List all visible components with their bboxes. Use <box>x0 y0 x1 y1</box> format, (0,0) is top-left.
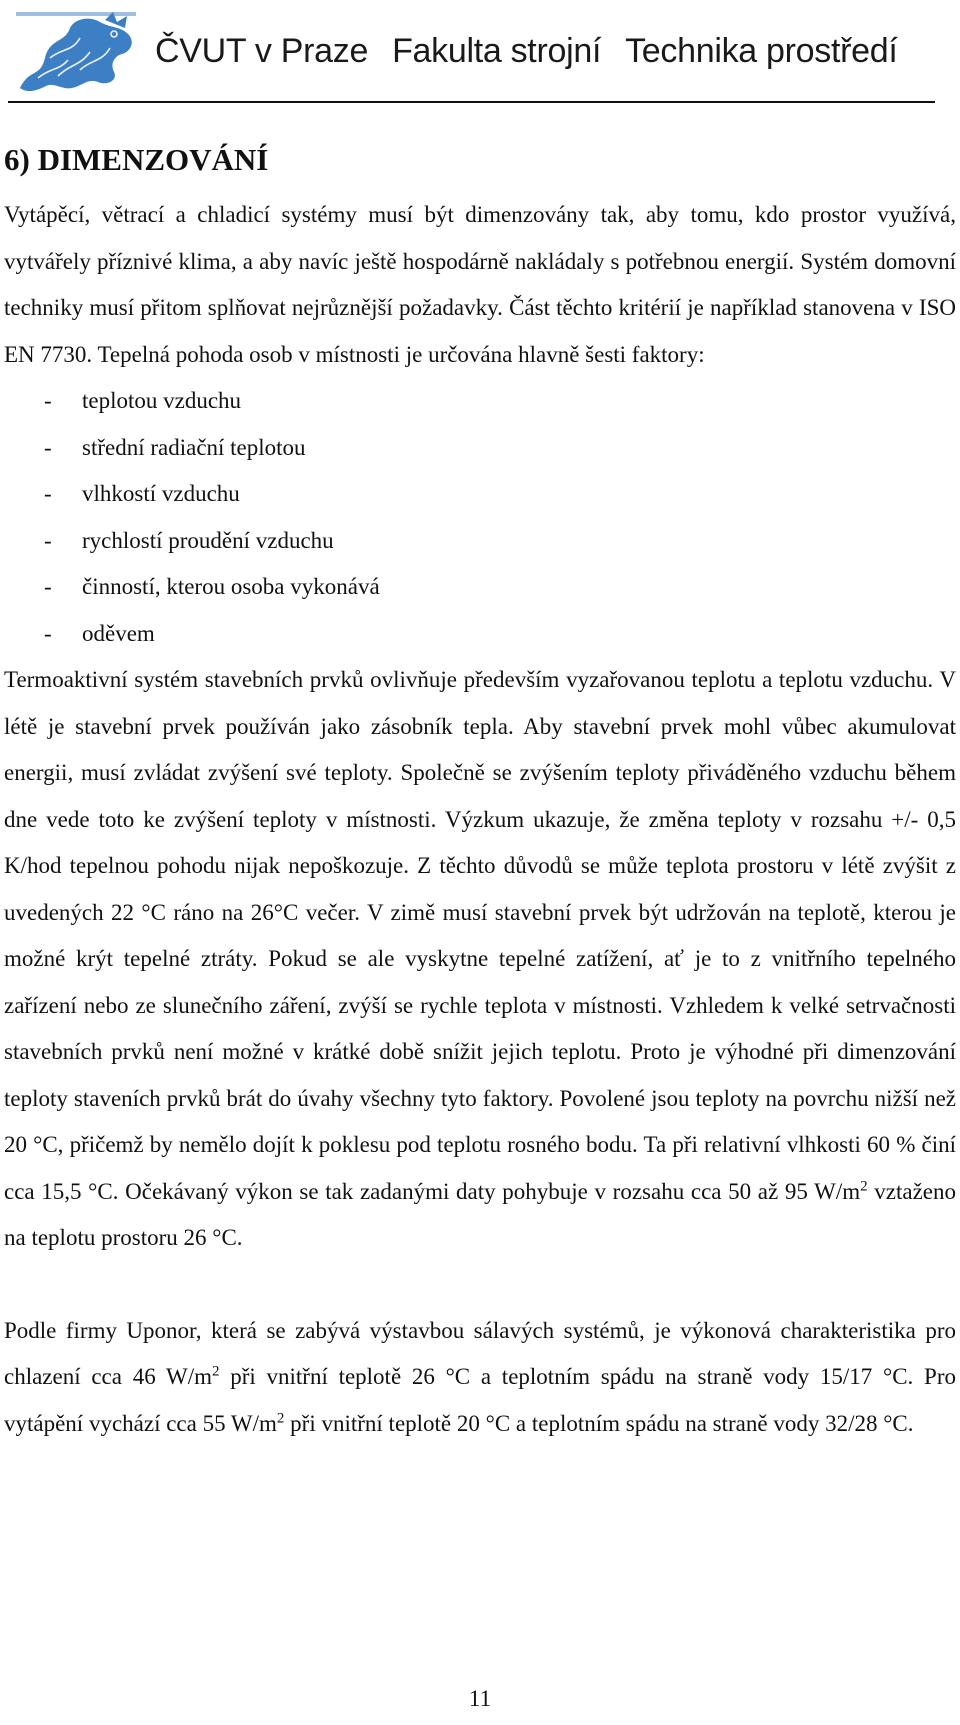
main-paragraph <box>4 657 956 1262</box>
section-title: 6) DIMENZOVÁNÍ <box>4 142 269 177</box>
factor-text: činností, kterou osoba vykonává <box>82 574 380 599</box>
document-body <box>4 140 956 1447</box>
uponor-paragraph <box>4 1308 956 1448</box>
superscript: 2 <box>212 1363 220 1380</box>
list-item <box>4 611 956 658</box>
list-dash: - <box>44 574 52 599</box>
factor-list <box>4 378 956 657</box>
list-item <box>4 564 956 611</box>
header-department: Technika prostředí <box>625 32 898 70</box>
main-text-end: vztaženo na teplotu prostoru 26 °C. <box>4 1178 956 1250</box>
superscript: 2 <box>860 1177 868 1194</box>
uponor-text-3: při vnitřní teplotě 20 °C a teplotním spádu na straně vody 32/28 °C. <box>284 1410 914 1436</box>
superscript: 2 <box>276 1409 285 1426</box>
intro-paragraph: Vytápěcí, větrací a chladicí systémy musí být dimenzovány tak, aby tomu, kdo prostor využívá, vytvářely příznivé klima, a aby navíc ještě hospodárně nakládaly s potřebnou energií. Systém domovní techniky musí přitom splňovat nejrůznější požadavky. Část těchto kritérií je například stanovena v ISO EN 7730. Tepelná pohoda osob v místnosti je určována hlavně šesti faktory: <box>4 202 956 367</box>
factor-text: vlhkostí vzduchu <box>82 481 240 506</box>
list-item <box>4 425 956 472</box>
page-header <box>0 0 960 106</box>
factor-text: střední radiační teplotou <box>82 434 306 460</box>
list-item <box>4 471 956 518</box>
uponor-text-1: Podle firmy Uponor, která se zabývá výstavbou sálavých systémů, je výkonová charakteristika pro chlazení cca 46 W/m <box>4 1317 956 1389</box>
list-item <box>4 378 956 425</box>
paragraph-gap <box>4 1262 956 1308</box>
header-university: ČVUT v Praze <box>155 32 369 70</box>
page-number: 11 <box>468 1686 492 1711</box>
list-dash: - <box>44 388 52 413</box>
uponor-text-2: při vnitřní teplotě 26 °C a teplotním spádu na straně vody 15/17 °C. Pro vytápění vychází cca 55 W/m <box>4 1364 956 1436</box>
list-dash: - <box>44 434 52 460</box>
factor-text: oděvem <box>82 620 155 646</box>
header-title <box>155 32 922 71</box>
factor-text: rychlostí proudění vzduchu <box>82 527 334 553</box>
list-dash: - <box>44 620 52 646</box>
main-text: Termoaktivní systém stavebních prvků ovlivňuje především vyzařovanou teplotu a teplotu vzduchu. V létě je stavební prvek používán jako zásobník tepla. Aby stavební prvek mohl vůbec akumulovat energii, musí zvládat zvýšení své teploty. Společně se zvýšením teploty přiváděného vzduchu během dne vede toto ke zvýšení teploty v místnosti. Výzkum ukazuje, že změna teploty v rozsahu +/- 0,5 K/hod tepelnou pohodu nijak nepoškozuje. Z těchto důvodů se může teplota prostoru v létě zvýšit z uvedených 22 °C ráno na 26°C večer. V zimě musí stavební prvek být udržován na teplotě, kterou je možné krýt tepelné ztráty. Pokud se ale vyskytne tepelné zatížení, ať je to z vnitřního tepelného zařízení nebo ze slunečního záření, zvýší se rychle teplota v místnosti. Vzhledem k velké setrvačnosti stavebních prvků není možné v krátké době snížit jejich teplotu. Proto je výhodné při dimenzování teploty staveních prvků brát do úvahy všechny tyto faktory. Povolené jsou teploty na povrchu nižší než 20 °C, přičemž by nemělo dojít k poklesu pod teplotu rosného bodu. Ta při relativní vlhkosti 60 % činí cca 15,5 °C. Očekávaný výkon se tak zadanými daty pohybuje v rozsahu cca 50 až 95 W/m <box>4 667 956 1204</box>
list-item <box>4 518 956 565</box>
cvut-lion-logo <box>10 8 150 96</box>
header-faculty: Fakulta strojní <box>392 32 602 70</box>
list-dash: - <box>44 527 52 553</box>
header-divider <box>8 101 935 103</box>
factor-text: teplotou vzduchu <box>82 388 242 413</box>
list-dash: - <box>44 481 52 506</box>
